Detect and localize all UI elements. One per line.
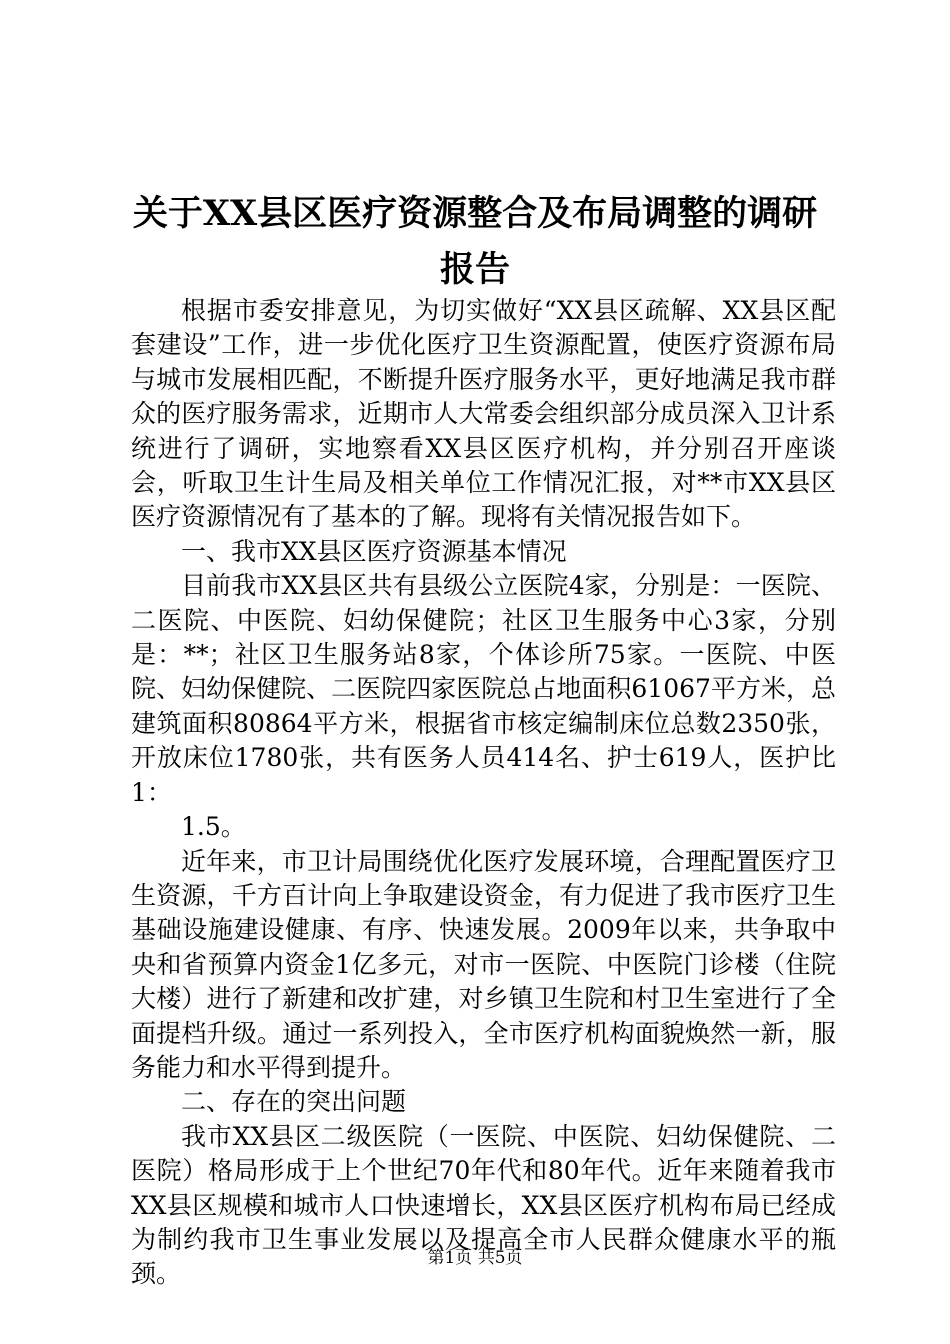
paragraph-intro: 根据市委安排意见，为切实做好“XX县区疏解、XX县区配套建设”工作，进一步优化医疗卫生资源配置，使医疗资源布局与城市发展相匹配，不断提升医疗服务水平，更好地满足我市群众的医疗服务需求，近期市人大常委会组织部分成员深入卫计系统进行了调研，实地察看XX县区医疗机构，并分别召开座谈会，听取卫生计生局及相关单位工作情况汇报，对**市XX县区医疗资源情况有了基本的了解。现将有关情况报告如下。 [131, 296, 836, 532]
document-body [131, 294, 836, 1292]
page-footer: 第1页 共5页 [427, 1248, 523, 1268]
paragraph-problems: 我市XX县区二级医院（一医院、中医院、妇幼保健院、二医院）格局形成于上个世纪70年代和80年代。近年来随着我市XX县区规模和城市人口快速增长，XX县区医疗机构布局已经成为制约我市卫生事业发展以及提高全市人民群众健康水平的瓶颈。 [131, 1121, 836, 1289]
paragraph-basic-situation: 目前我市XX县区共有县级公立医院4家，分别是：一医院、二医院、中医院、妇幼保健院；社区卫生服务中心3家，分别是：**；社区卫生服务站8家，个体诊所75家。一医院、中医院、妇幼保健院、二医院四家医院总占地面积61067平方米，总建筑面积80864平方米，根据省市核定编制床位总数2350张，开放床位1780张，共有医务人员414名、护士619人，医护比1： [131, 571, 836, 807]
paragraph-ratio-continuation: 1.5。 [181, 812, 246, 842]
section-heading-1: 一、我市XX县区医疗资源基本情况 [181, 536, 567, 566]
paragraph-recent-years: 近年来，市卫计局围绕优化医疗发展环境，合理配置医疗卫生资源，千方百计向上争取建设资金，有力促进了我市医疗卫生基础设施建设健康、有序、快速发展。2009年以来，共争取中央和省预算内资金1亿多元，对市一医院、中医院门诊楼（住院大楼）进行了新建和改扩建，对乡镇卫生院和村卫生室进行了全面提档升级。通过一系列投入，全市医疗机构面貌焕然一新，服务能力和水平得到提升。 [131, 846, 836, 1082]
document-title: 关于XX县区医疗资源整合及布局调整的调研报告 [132, 193, 818, 290]
section-heading-2: 二、存在的突出问题 [181, 1087, 407, 1117]
